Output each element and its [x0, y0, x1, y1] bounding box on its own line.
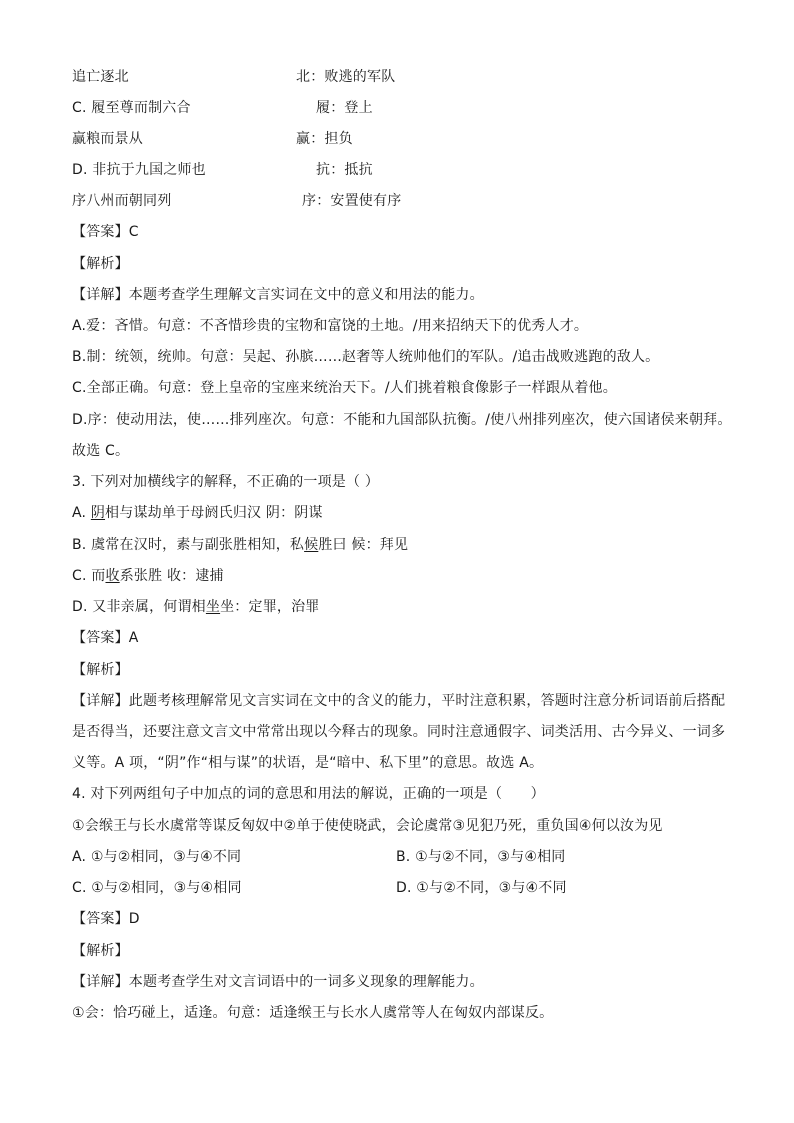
- option-text: 胜曰 候：拜见: [318, 537, 409, 553]
- row-left-text: 追亡逐北: [72, 69, 129, 85]
- option-c: [72, 566, 224, 586]
- detail-line: 义等。A 项，“阴”作“相与谋”的状语，是“暗中、私下里”的意思。故选 A。: [72, 755, 544, 771]
- vocab-row: [72, 129, 353, 149]
- row-left-text: 赢粮而景从: [72, 131, 143, 147]
- detail-line: 【详解】本题考查学生对文言词语中的一词多义现象的理解能力。: [72, 974, 484, 990]
- answer-line: 【答案】D: [72, 911, 140, 927]
- option-b: B. ①与②不同，③与④相同: [396, 849, 566, 865]
- detail-line: 【详解】本题考查学生理解文言实词在文中的意义和用法的能力。: [72, 287, 484, 303]
- underlined-word: 收: [105, 568, 120, 584]
- analysis-heading: 【解析】: [72, 662, 129, 678]
- explanation-line: ①会：恰巧碰上，适逢。句意：适逢缑王与长水人虞常等人在匈奴内部谋反。: [72, 1005, 554, 1021]
- vocab-row: [72, 160, 373, 180]
- option-c: C. ①与②相同，③与④相同: [72, 880, 242, 896]
- option-text: A.: [72, 505, 91, 521]
- row-right-text: 履：登上: [316, 100, 373, 116]
- explanation-line: C.全部正确。句意：登上皇帝的宝座来统治天下。/人们挑着粮食像影子一样跟从着他。: [72, 380, 617, 396]
- row-right-text: 抗：抵抗: [316, 162, 373, 178]
- explanation-line: D.序：使动用法，使……排列座次。句意：不能和九国部队抗衡。/使八州排列座次，使六国诸侯来朝拜。: [72, 412, 732, 428]
- question-stem: 3. 下列对加横线字的解释，不正确的一项是（ ）: [72, 474, 380, 490]
- explanation-line: A.爱：吝惜。句意：不吝惜珍贵的宝物和富饶的土地。/用来招纳天下的优秀人才。: [72, 318, 589, 334]
- analysis-heading: 【解析】: [72, 943, 129, 959]
- option-a: [72, 503, 323, 523]
- row-left-text: D. 非抗于九国之师也: [72, 162, 206, 178]
- option-text: 相与谋劫单于母阏氏归汉 阴：阴谋: [105, 505, 323, 521]
- option-d: [72, 597, 320, 617]
- option-row: [72, 878, 567, 898]
- conclusion-line: 故选 C。: [72, 443, 130, 459]
- option-b: [72, 535, 408, 555]
- row-right-text: 北：败逃的军队: [296, 69, 396, 85]
- option-text: B. 虞常在汉时，素与副张胜相知，私: [72, 537, 305, 553]
- option-text: 坐：定罪，治罪: [220, 599, 320, 615]
- question-stem: 4. 对下列两组句子中加点的词的意思和用法的解说，正确的一项是（ ）: [72, 786, 545, 802]
- underlined-word: 阴: [90, 505, 106, 521]
- option-text: C. 而: [72, 568, 106, 584]
- row-right-text: 赢：担负: [296, 131, 353, 147]
- vocab-row: [72, 191, 402, 211]
- answer-line: 【答案】C: [72, 224, 139, 240]
- question-sentence: ①会缑王与长水虞常等谋反匈奴中②单于使使晓武，会论虞常③见犯乃死，重负国④何以汝为见: [72, 818, 663, 834]
- vocab-row: [72, 98, 373, 118]
- detail-line: 是否得当，还要注意文言文中常常出现以今释古的现象。同时注意通假字、词类活用、古今异义、一词多: [72, 724, 726, 740]
- row-left-text: 序八州而朝同列: [72, 193, 172, 209]
- analysis-heading: 【解析】: [72, 256, 129, 272]
- option-a: A. ①与②相同，③与④不同: [72, 849, 242, 865]
- detail-line: 【详解】此题考核理解常见文言实词在文中的含义的能力，平时注意积累，答题时注意分析词语前后搭配: [72, 693, 726, 709]
- row-left-text: C. 履至尊而制六合: [72, 100, 191, 116]
- underlined-word: 坐: [205, 599, 221, 615]
- option-d: D. ①与②不同，③与④不同: [396, 880, 567, 896]
- answer-line: 【答案】A: [72, 630, 139, 646]
- underlined-word: 候: [304, 537, 319, 553]
- option-text: 系张胜 收：逮捕: [119, 568, 224, 584]
- explanation-line: B.制：统领，统帅。句意：吴起、孙膑……赵奢等人统帅他们的军队。/追击战败逃跑的敌人。: [72, 349, 660, 365]
- option-text: D. 又非亲属，何谓相: [72, 599, 206, 615]
- option-row: [72, 847, 566, 867]
- vocab-row: [72, 67, 396, 87]
- row-right-text: 序：安置使有序: [302, 193, 402, 209]
